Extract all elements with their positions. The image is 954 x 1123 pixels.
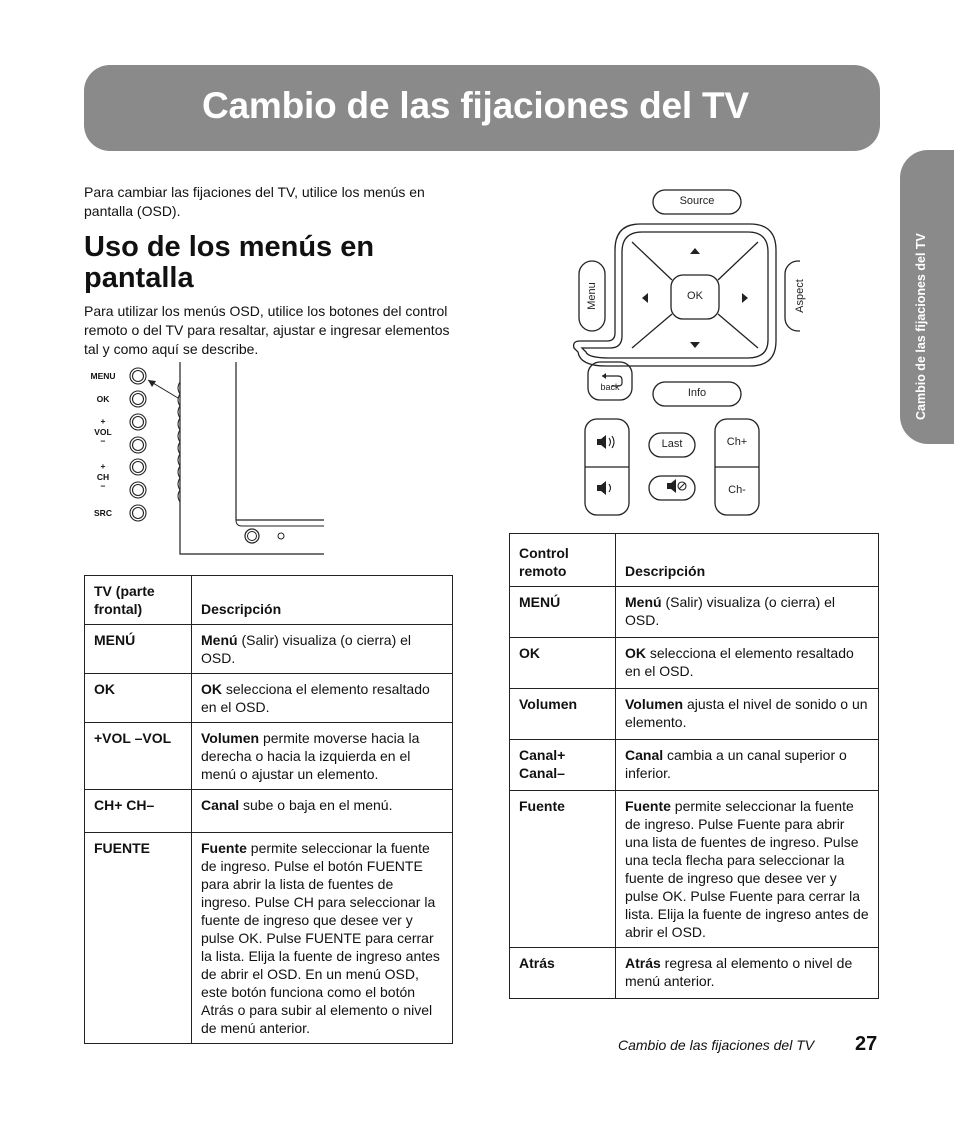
- table-header-row: [85, 576, 453, 625]
- section-paragraph: Para utilizar los menús OSD, utilice los botones del control remoto o del TV para resaltar, ajustar e ingresar elementos tal y como aquí se describe.: [84, 303, 450, 357]
- description-cell: Atrás regresa al elemento o nivel de menú anterior.: [616, 948, 879, 999]
- tv-label-ch: CH: [96, 472, 110, 482]
- tv-controls-table: [84, 575, 453, 1044]
- tv-label-ch-plus: +: [100, 461, 106, 471]
- header-description: Descripción: [192, 576, 453, 625]
- remote-ok-button[interactable]: OK: [687, 290, 703, 302]
- section-title: Uso de los menús en pantalla: [84, 231, 375, 294]
- header-control: TV (parte frontal): [85, 576, 192, 625]
- remote-aspect-button[interactable]: Aspect: [794, 279, 806, 313]
- control-cell: CH+ CH–: [85, 790, 192, 833]
- remote-diagram: [560, 186, 806, 521]
- description-cell: Fuente permite seleccionar la fuente de ingreso. Pulse el botón FUENTE para abrir la lista de fuentes de ingreso. Pulse CH para seleccionar la fuente de ingreso que desee ver y pulse OK. Pulse FUENTE para cerrar la lista. Elija la fuente de ingreso antes de abrir el OSD. En un menú OSD, este botón funciona como el botón Atrás o para subir al elemento o nivel de menú anterior.: [192, 833, 453, 1044]
- page-number: 27: [855, 1033, 878, 1055]
- control-cell: FUENTE: [85, 833, 192, 1044]
- description-cell: Menú (Salir) visualiza (o cierra) el OSD.: [616, 587, 879, 638]
- tv-panel-diagram: [84, 362, 334, 562]
- control-cell: OK: [510, 638, 616, 689]
- table-row: [510, 740, 879, 791]
- header-control: Control remoto: [510, 534, 616, 587]
- remote-last-button[interactable]: Last: [661, 438, 683, 450]
- description-cell: Volumen permite moverse hacia la derecha o hacia la izquierda en el menú o ajustar un elemento.: [192, 723, 453, 790]
- footer-chapter-title: Cambio de las fijaciones del TV: [618, 1037, 815, 1053]
- table-header-row: [510, 534, 879, 587]
- side-tab-label: Cambio de las fijaciones del TV: [914, 233, 928, 420]
- title-banner: [84, 65, 880, 151]
- table-row: [510, 587, 879, 638]
- remote-back-button[interactable]: back: [600, 382, 620, 392]
- table-row: [510, 791, 879, 948]
- remote-controls-table: [509, 533, 879, 999]
- page-title: Cambio de las fijaciones del TV: [202, 85, 749, 126]
- table-row: [85, 723, 453, 790]
- table-row: [85, 790, 453, 833]
- control-cell: +VOL –VOL: [85, 723, 192, 790]
- table-row: [85, 833, 453, 1044]
- remote-info-button[interactable]: Info: [687, 387, 707, 399]
- tv-label-src: SRC: [94, 508, 112, 518]
- description-cell: Menú (Salir) visualiza (o cierra) el OSD.: [192, 625, 453, 674]
- tv-panel-outline: [84, 362, 334, 562]
- description-cell: Canal cambia a un canal superior o inferior.: [616, 740, 879, 791]
- tv-label-ok: OK: [96, 394, 110, 404]
- control-cell: MENÚ: [510, 587, 616, 638]
- remote-menu-button[interactable]: Menu: [586, 282, 598, 310]
- intro-paragraph: Para cambiar las fijaciones del TV, utilice los menús en pantalla (OSD).: [84, 184, 425, 219]
- control-cell: Canal+ Canal–: [510, 740, 616, 791]
- description-cell: Volumen ajusta el nivel de sonido o un elemento.: [616, 689, 879, 740]
- table-row: [510, 948, 879, 999]
- description-cell: Fuente permite seleccionar la fuente de ingreso. Pulse Fuente para abrir una lista de fuentes de ingreso. Pulse una tecla flecha para seleccionar la fuente de ingreso que desee ver y pulse OK. Pulse Fuente para cerrar la lista. Elija la fuente de ingreso antes de abrir el OSD.: [616, 791, 879, 948]
- remote-source-button[interactable]: Source: [679, 195, 715, 207]
- control-cell: OK: [85, 674, 192, 723]
- tv-label-menu: MENU: [90, 371, 116, 381]
- control-cell: Fuente: [510, 791, 616, 948]
- side-tab: [900, 150, 954, 444]
- tv-label-vol-minus: −: [100, 436, 106, 446]
- description-cell: OK selecciona el elemento resaltado en el OSD.: [192, 674, 453, 723]
- control-cell: Atrás: [510, 948, 616, 999]
- remote-outline: [560, 186, 800, 521]
- header-description: Descripción: [616, 534, 879, 587]
- control-cell: Volumen: [510, 689, 616, 740]
- tv-label-vol: VOL: [94, 427, 112, 437]
- description-cell: OK selecciona el elemento resaltado en el OSD.: [616, 638, 879, 689]
- remote-channel-up-button[interactable]: Ch+: [726, 436, 748, 448]
- description-cell: Canal sube o baja en el menú.: [192, 790, 453, 833]
- table-row: [85, 674, 453, 723]
- tv-label-vol-plus: +: [100, 416, 106, 426]
- control-cell: MENÚ: [85, 625, 192, 674]
- remote-channel-down-button[interactable]: Ch-: [728, 484, 746, 496]
- table-row: [85, 625, 453, 674]
- table-row: [510, 689, 879, 740]
- table-row: [510, 638, 879, 689]
- tv-label-ch-minus: −: [100, 481, 106, 491]
- tv-button-column: [124, 365, 154, 535]
